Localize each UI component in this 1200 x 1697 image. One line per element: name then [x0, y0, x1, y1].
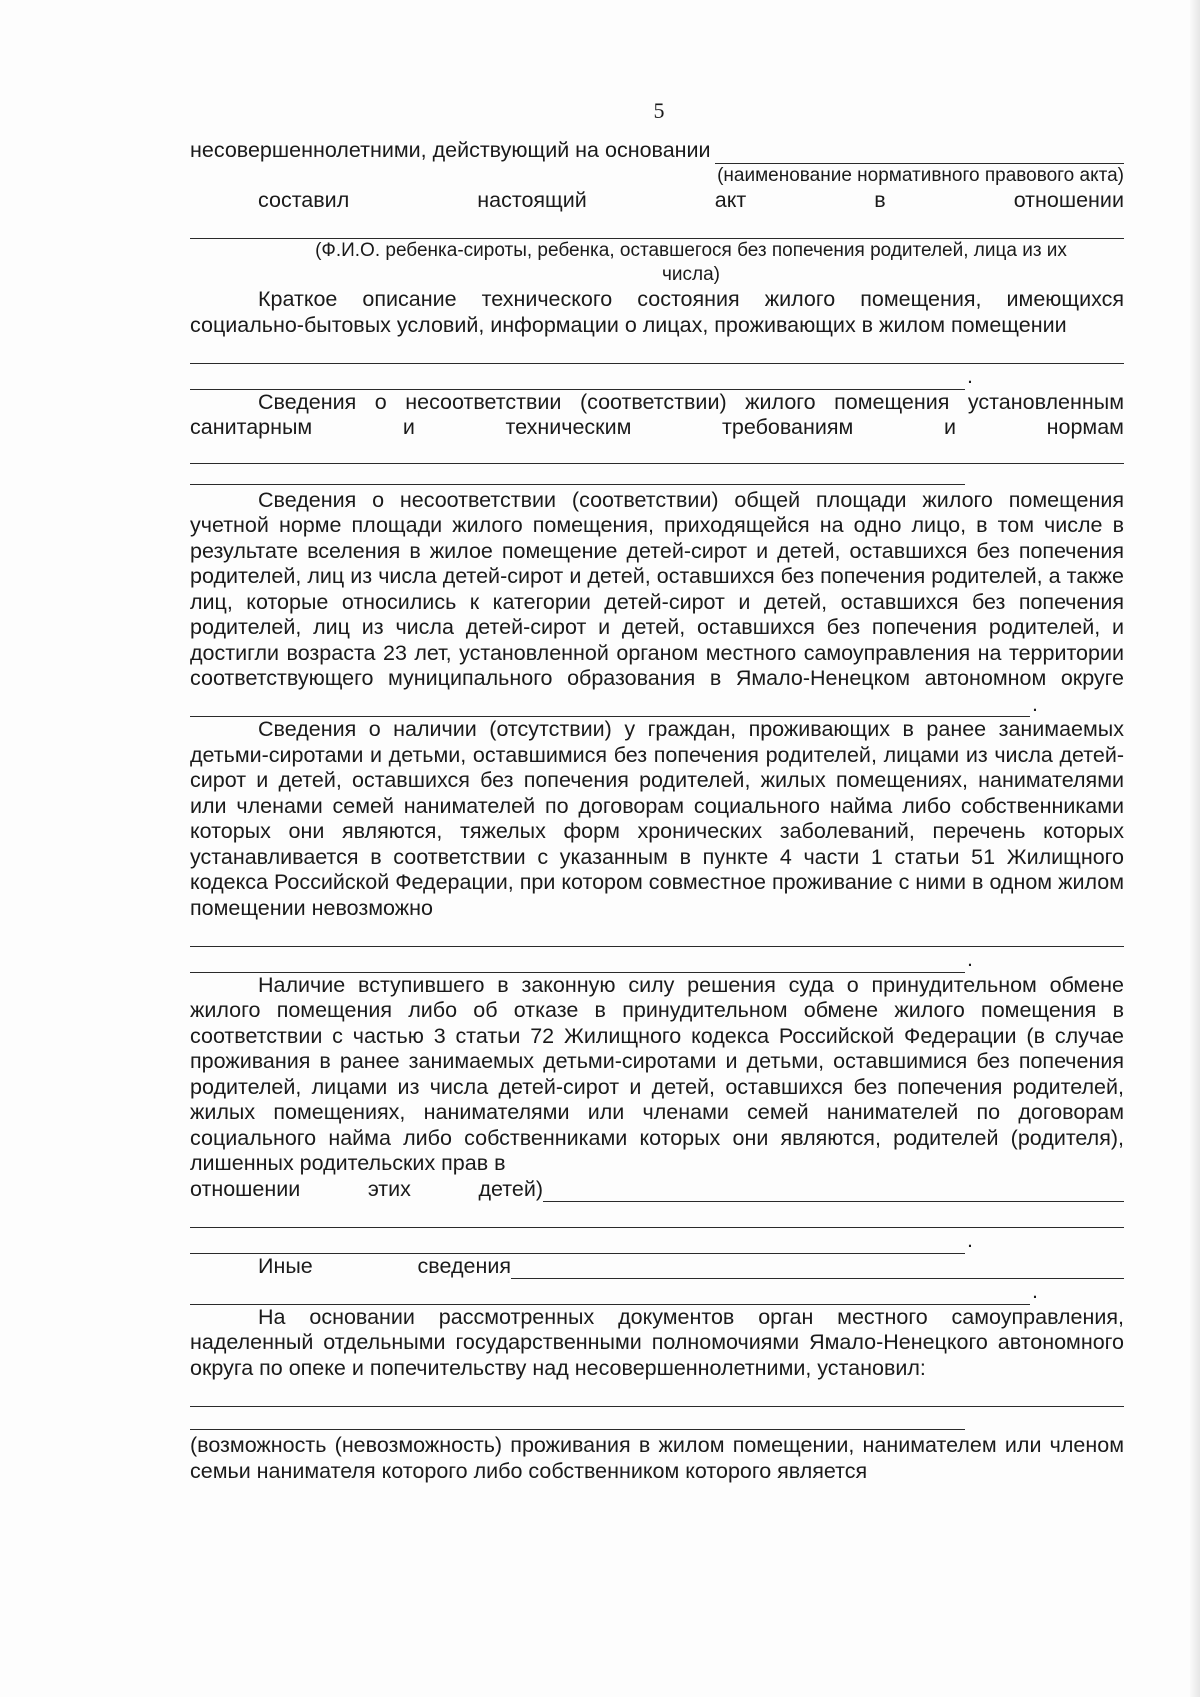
word-norms: нормам: [1046, 415, 1124, 439]
word-these: этих: [367, 1176, 411, 1201]
basis-caption: (наименование нормативного правового акта): [717, 164, 1124, 186]
period-mark: .: [1032, 1279, 1038, 1303]
basis-text: несовершеннолетними, действующий на основании: [190, 138, 711, 162]
sanitary-paragraph-line1: Сведения о несоответствии (соответствии) жилого помещения установленным: [258, 389, 1124, 414]
court-decision-paragraph: Наличие вступившего в законную силу решения суда о принудительном обмене жилого помещения либо об отказе в принудительном обмене жилого помещения в соответствии с частью 3 статьи 72 Жилищного кодекса Российской Федерации (в случае проживания в ранее занимаемых детьми-сиротами и детьми, оставшимися без попечения родителей, лицами из числа детей-сирот и детей, оставшихся без попечения родителей, жилых помещениях, нанимателями или членами семей нанимателей по договорам социального найма либо собственниками которых они являются, родителей (родителя), лишенных родительских прав в: [190, 972, 1124, 1175]
word-in: в: [874, 187, 886, 212]
conclusion-paragraph: На основании рассмотренных документов орган местного самоуправления, наделенный отдельными государственными полномочиями Ямало-Ненецкого автономного округа по опеке и попечительству над несовершеннолетними, установил:: [190, 1304, 1124, 1380]
child-name-field[interactable]: [190, 213, 1124, 239]
period-mark: .: [1032, 691, 1038, 716]
word-regarding-2: отношении: [190, 1176, 301, 1201]
word-requirements: требованиям: [722, 415, 854, 439]
sanitary-paragraph-line2: [190, 415, 1124, 441]
area-norm-paragraph: Сведения о несоответствии (соответствии) общей площади жилого помещения учетной норме площади жилого помещения, приходящейся на одно лицо, в том числе в результате вселения в жилое помещение детей-сирот и детей, оставшихся без попечения родителей, лиц из числа детей-сирот и детей, оставшихся без попечения родителей, а также лиц, которые относились к категории детей-сирот и детей, оставшихся без попечения родителей, лиц из числа детей-сирот и детей, оставшихся без попечения родителей, и достигли возраста 23 лет, установленной органом местного самоуправления на территории соответствующего муниципального образования в Ямало-Ненецком автономном округе: [190, 487, 1124, 690]
basis-line: [190, 138, 1124, 164]
word-other: Иные: [258, 1253, 313, 1278]
tech-condition-field-2[interactable]: [190, 364, 1124, 390]
disease-field-1[interactable]: [190, 921, 1124, 947]
child-name-caption: [190, 239, 1124, 287]
other-info-line: [190, 1254, 1124, 1280]
word-children: детей): [478, 1176, 543, 1201]
tech-condition-field-1[interactable]: [190, 338, 1124, 364]
sanitary-field-2[interactable]: [190, 464, 965, 485]
word-and-1: и: [402, 415, 415, 439]
conclusion-field-1[interactable]: [190, 1381, 1124, 1407]
period-mark: .: [967, 1228, 973, 1252]
other-info-line-2[interactable]: [190, 1284, 1030, 1305]
word-act: акт: [714, 187, 747, 212]
word-info: сведения: [417, 1253, 511, 1278]
tech-condition-line[interactable]: [190, 369, 965, 390]
court-decision-line[interactable]: [190, 1233, 965, 1254]
court-decision-words: [190, 1177, 543, 1203]
page-number: 5: [653, 98, 665, 123]
word-and-2: и: [943, 415, 956, 439]
word-compiled: составил: [258, 187, 350, 212]
other-info-field[interactable]: [511, 1259, 1124, 1279]
word-sanitary: санитарным: [190, 415, 313, 439]
disease-field-2[interactable]: [190, 947, 1124, 973]
court-decision-field-2[interactable]: [190, 1202, 1124, 1228]
area-norm-line[interactable]: [190, 696, 1030, 717]
period-mark: .: [967, 364, 973, 388]
word-technical: техническим: [505, 415, 632, 439]
child-caption-line2: числа): [662, 264, 720, 285]
area-norm-field[interactable]: [190, 692, 1124, 718]
basis-field[interactable]: [715, 144, 1124, 164]
disease-paragraph: Сведения о наличии (отсутствии) у граждан, проживающих в ранее занимаемых детьми-сиротами и детьми, оставшимися без попечения родителей, лицами из числа детей-сирот и детей, оставшихся без попечения родителей, жилых помещениях, нанимателями или членами семей нанимателей по договорам социального найма либо собственниками которых они являются, тяжелых форм хронических заболеваний, перечень которых устанавливается в соответствии с указанным в пункте 4 части 1 статьи 51 Жилищного кодекса Российской Федерации, при котором совместное проживание с ними в одном жилом помещении невозможно: [190, 717, 1124, 920]
word-regarding: отношении: [1013, 187, 1124, 212]
possibility-paragraph: (возможность (невозможность) проживания в жилом помещении, нанимателем или членом семьи нанимателя которого либо собственником которого является: [190, 1433, 1124, 1483]
court-decision-last-line: [190, 1177, 1124, 1203]
tech-condition-paragraph: Краткое описание технического состояния жилого помещения, имеющихся социально-бытовых условий, информации о лицах, проживающих в жилом помещении: [190, 287, 1124, 337]
act-form-body: [190, 138, 1124, 1484]
other-info-words: [258, 1254, 511, 1280]
child-caption-line1: (Ф.И.О. ребенка-сироты, ребенка, оставшегося без попечения родителей, лица из их: [315, 240, 1067, 261]
word-this: настоящий: [477, 187, 587, 212]
court-decision-field-3[interactable]: [190, 1228, 1124, 1254]
other-info-field-2[interactable]: [190, 1279, 1124, 1305]
court-decision-field[interactable]: [543, 1182, 1124, 1202]
period-mark: .: [967, 947, 973, 971]
conclusion-field-2[interactable]: [190, 1407, 965, 1430]
disease-line[interactable]: [190, 952, 965, 973]
sanitary-field-1[interactable]: [190, 441, 1124, 464]
compiled-line: [190, 188, 1124, 214]
